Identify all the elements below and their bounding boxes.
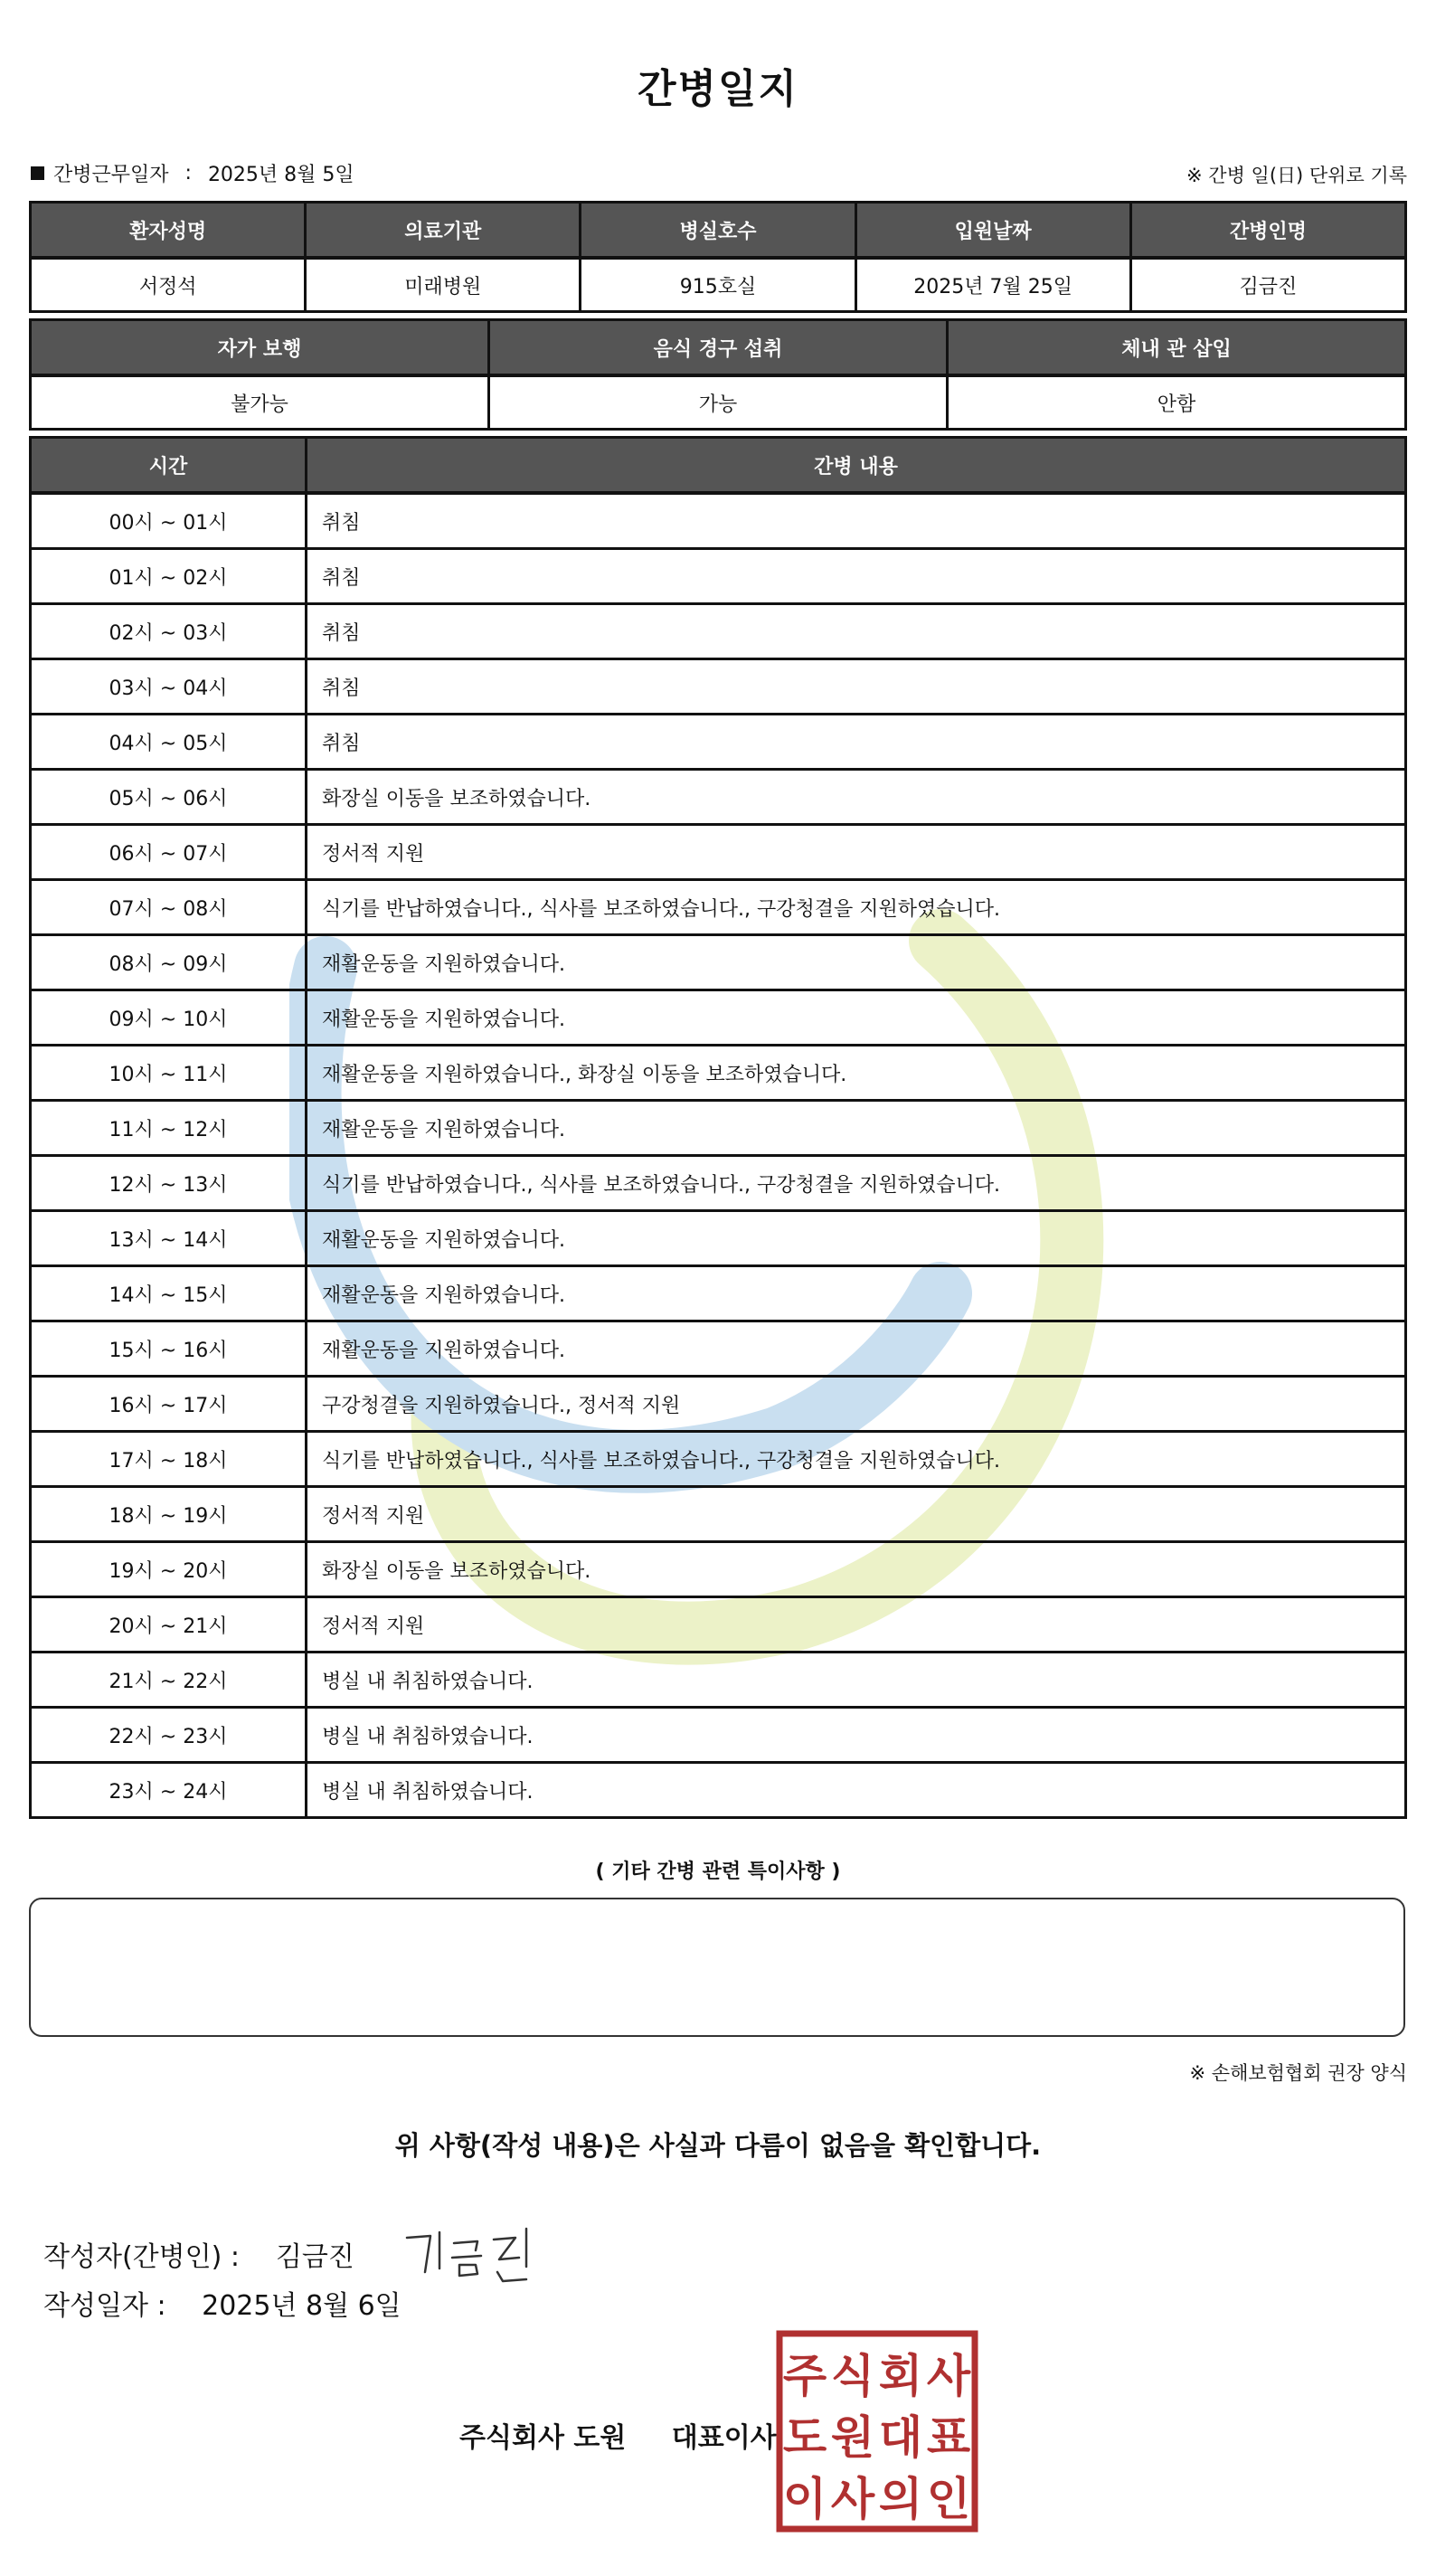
value-medical-institution: 미래병원	[306, 258, 581, 312]
seal-character: 사	[926, 2350, 971, 2402]
seal-character: 인	[926, 2473, 971, 2525]
log-time-cell: 05시 ~ 06시	[31, 770, 307, 825]
square-bullet-icon	[31, 166, 44, 180]
log-content-cell: 정서적 지원	[307, 1597, 1406, 1653]
log-content-cell: 병실 내 취침하였습니다.	[307, 1708, 1406, 1763]
seal-character: 대	[878, 2411, 923, 2464]
log-content-cell: 재활운동을 지원하였습니다., 화장실 이동을 보조하였습니다.	[307, 1046, 1406, 1101]
log-content-cell: 식기를 반납하였습니다., 식사를 보조하였습니다., 구강청결을 지원하였습니다.	[307, 880, 1406, 935]
log-content-cell: 화장실 이동을 보조하였습니다.	[307, 1542, 1406, 1597]
log-time-cell: 00시 ~ 01시	[31, 493, 307, 549]
special-notes-box	[29, 1898, 1405, 2037]
log-row	[31, 1101, 1406, 1156]
log-row	[31, 715, 1406, 770]
header-care-content: 간병 내용	[307, 438, 1406, 494]
log-row	[31, 1432, 1406, 1487]
log-time-cell: 11시 ~ 12시	[31, 1101, 307, 1156]
status-value-row	[31, 375, 1406, 430]
log-content-cell: 재활운동을 지원하였습니다.	[307, 990, 1406, 1046]
header-medical-institution: 의료기관	[306, 203, 581, 259]
work-date-separator: :	[184, 162, 192, 185]
log-row	[31, 1487, 1406, 1542]
log-time-cell: 13시 ~ 14시	[31, 1211, 307, 1266]
log-row	[31, 604, 1406, 659]
header-room-number: 병실호수	[581, 203, 855, 259]
value-room-number: 915호실	[581, 258, 855, 312]
log-time-cell: 10시 ~ 11시	[31, 1046, 307, 1101]
log-row	[31, 659, 1406, 715]
log-content-cell: 취침	[307, 604, 1406, 659]
company-line	[459, 2415, 777, 2455]
log-row	[31, 935, 1406, 990]
log-time-cell: 01시 ~ 02시	[31, 549, 307, 604]
value-self-walking: 불가능	[31, 375, 489, 430]
log-time-cell: 17시 ~ 18시	[31, 1432, 307, 1487]
writer-label: 작성자(간병인) :	[43, 2241, 240, 2273]
value-admission-date: 2025년 7월 25일	[855, 258, 1130, 312]
log-time-cell: 16시 ~ 17시	[31, 1377, 307, 1432]
log-row	[31, 493, 1406, 549]
written-date-value: 2025년 8월 6일	[202, 2290, 402, 2322]
log-row	[31, 1763, 1406, 1818]
log-row	[31, 1708, 1406, 1763]
log-time-cell: 03시 ~ 04시	[31, 659, 307, 715]
seal-character: 주	[782, 2350, 827, 2402]
log-time-cell: 08시 ~ 09시	[31, 935, 307, 990]
log-body	[31, 493, 1406, 1818]
value-oral-intake: 가능	[489, 375, 948, 430]
log-time-cell: 06시 ~ 07시	[31, 825, 307, 880]
company-name: 주식회사 도원	[459, 2422, 627, 2454]
log-time-cell: 02시 ~ 03시	[31, 604, 307, 659]
writer-name: 김금진	[275, 2241, 354, 2273]
header-time: 시간	[31, 438, 307, 494]
log-content-cell: 재활운동을 지원하였습니다.	[307, 1266, 1406, 1321]
seal-character: 의	[878, 2473, 923, 2525]
page-title: 간병일지	[637, 66, 798, 112]
seal-character: 표	[926, 2411, 971, 2464]
value-caregiver-name: 김금진	[1130, 258, 1405, 312]
seal-character: 사	[830, 2473, 875, 2525]
log-row	[31, 990, 1406, 1046]
log-row	[31, 825, 1406, 880]
log-time-cell: 07시 ~ 08시	[31, 880, 307, 935]
log-content-cell: 구강청결을 지원하였습니다., 정서적 지원	[307, 1377, 1406, 1432]
notes-title: ( 기타 간병 관련 특이사항 )	[595, 1861, 841, 1883]
log-row	[31, 1266, 1406, 1321]
log-time-cell: 15시 ~ 16시	[31, 1321, 307, 1377]
log-time-cell: 14시 ~ 15시	[31, 1266, 307, 1321]
log-content-cell: 병실 내 취침하였습니다.	[307, 1653, 1406, 1708]
log-row	[31, 1156, 1406, 1211]
log-time-cell: 22시 ~ 23시	[31, 1708, 307, 1763]
seal-character: 이	[782, 2473, 827, 2525]
log-row	[31, 1211, 1406, 1266]
log-content-cell: 취침	[307, 659, 1406, 715]
handwritten-signature	[400, 2218, 535, 2290]
header-oral-intake: 음식 경구 섭취	[489, 320, 948, 376]
log-content-cell: 화장실 이동을 보조하였습니다.	[307, 770, 1406, 825]
log-time-cell: 09시 ~ 10시	[31, 990, 307, 1046]
log-content-cell: 취침	[307, 549, 1406, 604]
care-log-table	[29, 436, 1407, 1819]
value-tube-insertion: 안함	[948, 375, 1406, 430]
patient-status-table	[29, 318, 1407, 431]
log-row	[31, 1653, 1406, 1708]
record-unit-note: ※ 간병 일(日) 단위로 기록	[1186, 165, 1407, 186]
form-source-note: ※ 손해보험협회 권장 양식	[1189, 2062, 1407, 2084]
patient-value-row	[31, 258, 1406, 312]
header-caregiver-name: 간병인명	[1130, 203, 1405, 259]
log-row	[31, 1542, 1406, 1597]
log-content-cell: 취침	[307, 493, 1406, 549]
log-content-cell: 재활운동을 지원하였습니다.	[307, 1211, 1406, 1266]
log-content-cell: 재활운동을 지원하였습니다.	[307, 935, 1406, 990]
confirmation-statement: 위 사항(작성 내용)은 사실과 다름이 없음을 확인합니다.	[394, 2130, 1042, 2161]
log-content-cell: 식기를 반납하였습니다., 식사를 보조하였습니다., 구강청결을 지원하였습니다.	[307, 1432, 1406, 1487]
log-time-cell: 23시 ~ 24시	[31, 1763, 307, 1818]
written-date-row	[43, 2283, 402, 2323]
log-row	[31, 1377, 1406, 1432]
header-self-walking: 자가 보행	[31, 320, 489, 376]
log-row	[31, 770, 1406, 825]
seal-character: 식	[830, 2350, 875, 2402]
work-date-label: 간병근무일자	[53, 164, 169, 186]
log-content-cell: 취침	[307, 715, 1406, 770]
header-tube-insertion: 체내 관 삽입	[948, 320, 1406, 376]
log-time-cell: 21시 ~ 22시	[31, 1653, 307, 1708]
log-content-cell: 재활운동을 지원하였습니다.	[307, 1101, 1406, 1156]
log-row	[31, 549, 1406, 604]
log-content-cell: 재활운동을 지원하였습니다.	[307, 1321, 1406, 1377]
log-header-row	[31, 438, 1406, 494]
value-patient-name: 서정석	[31, 258, 306, 312]
written-date-label: 작성일자 :	[43, 2290, 166, 2322]
patient-header-row	[31, 203, 1406, 259]
log-row	[31, 1046, 1406, 1101]
log-content-cell: 정서적 지원	[307, 825, 1406, 880]
company-representative: 대표이사	[671, 2422, 777, 2454]
seal-character: 도	[782, 2411, 827, 2464]
header-admission-date: 입원날짜	[855, 203, 1130, 259]
log-row	[31, 880, 1406, 935]
header-patient-name: 환자성명	[31, 203, 306, 259]
log-time-cell: 20시 ~ 21시	[31, 1597, 307, 1653]
log-content-cell: 병실 내 취침하였습니다.	[307, 1763, 1406, 1818]
log-row	[31, 1597, 1406, 1653]
writer-row	[43, 2218, 535, 2290]
seal-character: 원	[830, 2411, 875, 2464]
patient-info-table	[29, 201, 1407, 313]
log-content-cell: 식기를 반납하였습니다., 식사를 보조하였습니다., 구강청결을 지원하였습니다.	[307, 1156, 1406, 1211]
log-time-cell: 19시 ~ 20시	[31, 1542, 307, 1597]
log-time-cell: 18시 ~ 19시	[31, 1487, 307, 1542]
log-content-cell: 정서적 지원	[307, 1487, 1406, 1542]
log-time-cell: 04시 ~ 05시	[31, 715, 307, 770]
status-header-row	[31, 320, 1406, 376]
log-row	[31, 1321, 1406, 1377]
seal-character: 회	[878, 2350, 923, 2402]
work-date-row	[31, 159, 354, 187]
company-seal-stamp	[776, 2330, 978, 2533]
work-date-value: 2025년 8월 5일	[207, 164, 354, 186]
log-time-cell: 12시 ~ 13시	[31, 1156, 307, 1211]
